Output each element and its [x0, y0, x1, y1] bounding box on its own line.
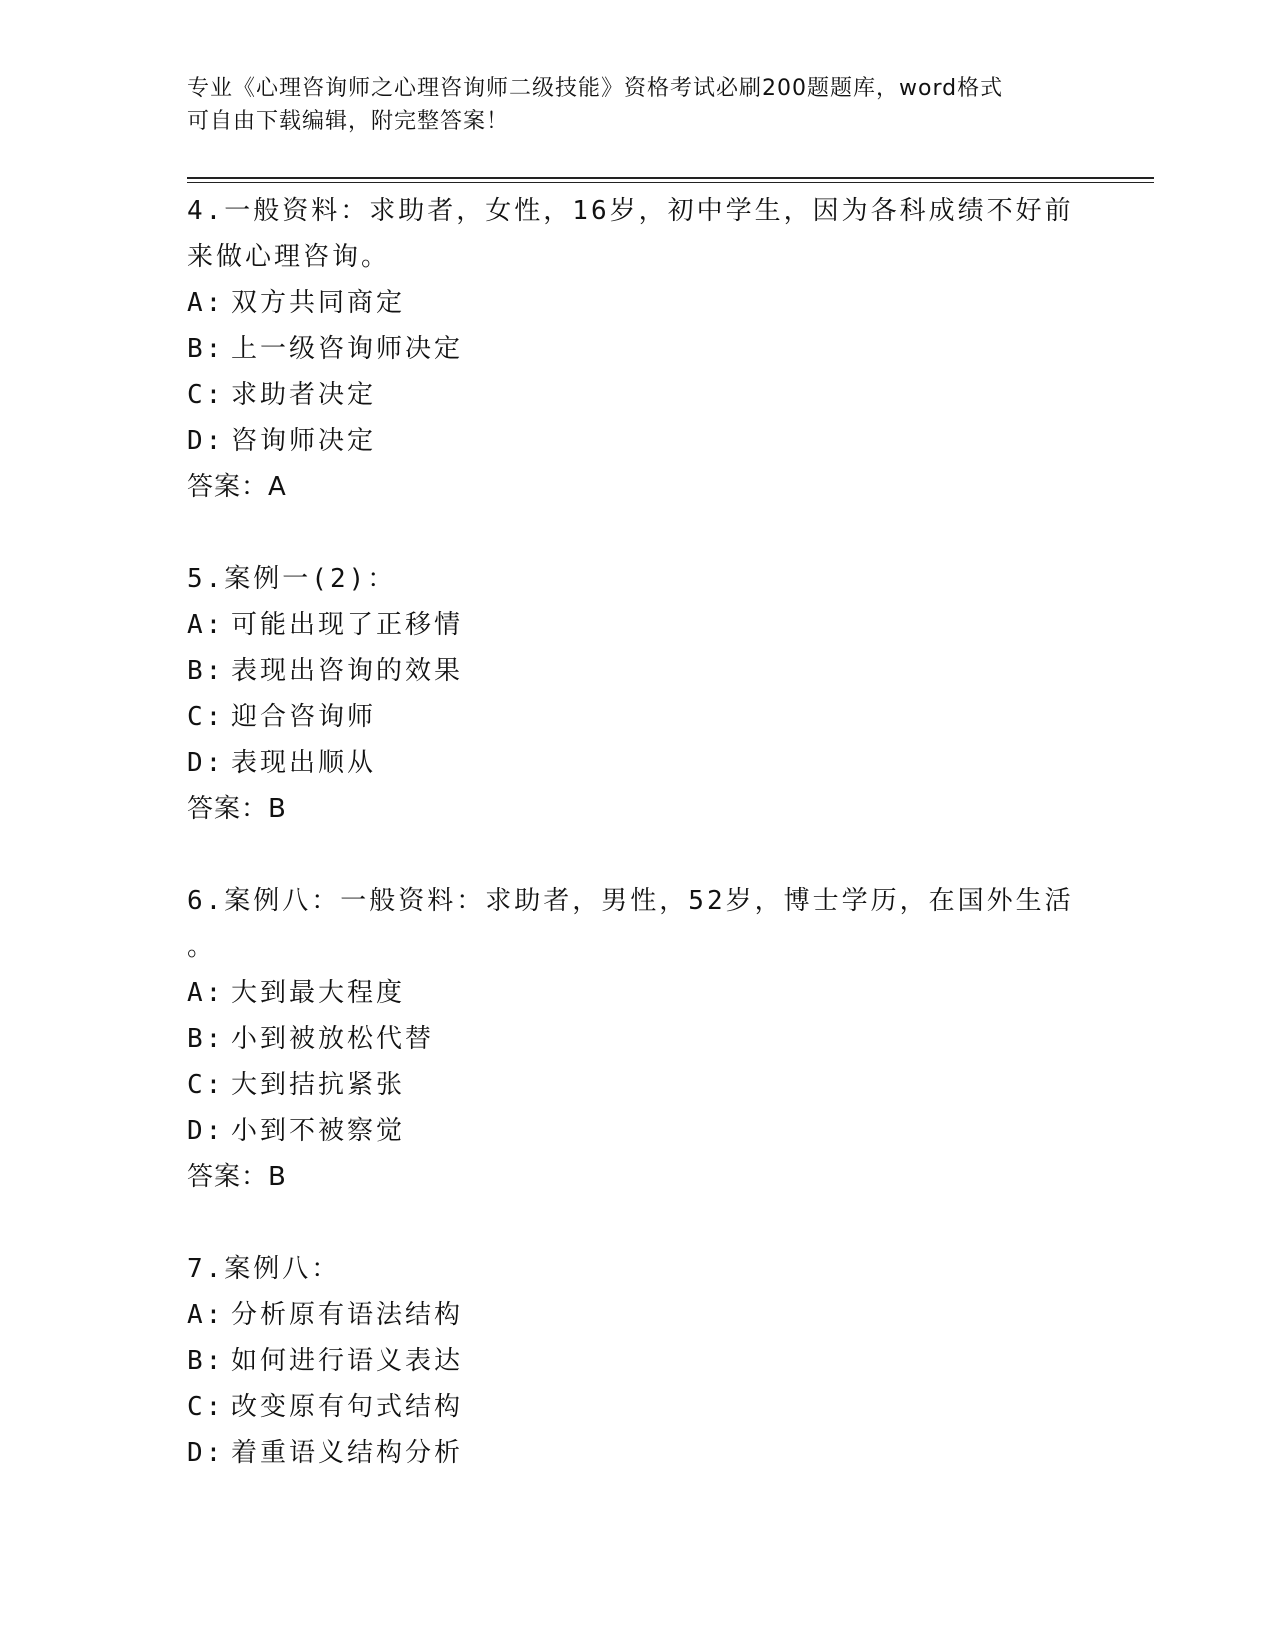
question-stem: 5.案例一(2)：	[187, 564, 397, 594]
spacer	[187, 832, 1067, 878]
option-text: 上一级咨询师决定	[231, 334, 464, 364]
option-a	[187, 970, 1067, 1016]
option-text: 小到不被察觉	[231, 1116, 406, 1146]
option-text: 大到最大程度	[231, 978, 406, 1008]
option-a	[187, 280, 1067, 326]
option-a	[187, 1292, 1067, 1338]
option-text: 求助者决定	[231, 380, 377, 410]
option-text: 分析原有语法结构	[231, 1300, 464, 1330]
question-stem: 7.案例八：	[187, 1254, 341, 1284]
option-d	[187, 740, 1067, 786]
option-text: 小到被放松代替	[231, 1024, 435, 1054]
option-text: 着重语义结构分析	[231, 1438, 464, 1468]
option-b	[187, 648, 1067, 694]
header-divider-thick	[187, 177, 1154, 179]
option-a	[187, 602, 1067, 648]
option-text: 改变原有句式结构	[231, 1392, 464, 1422]
spacer	[187, 510, 1067, 556]
option-c	[187, 1062, 1067, 1108]
question-stem-continued: 。	[187, 932, 217, 962]
option-d	[187, 418, 1067, 464]
option-text: 如何进行语义表达	[231, 1346, 464, 1376]
question-item	[187, 1246, 1067, 1476]
header-line-1: 专业《心理咨询师之心理咨询师二级技能》资格考试必刷200题题库，word格式	[187, 76, 1004, 101]
option-letter: C:	[187, 702, 225, 732]
option-c	[187, 694, 1067, 740]
spacer	[187, 1200, 1067, 1246]
option-letter: D:	[187, 748, 225, 778]
option-c	[187, 1384, 1067, 1430]
option-text: 可能出现了正移情	[231, 610, 464, 640]
option-text: 表现出顺从	[231, 748, 377, 778]
option-letter: C:	[187, 1070, 225, 1100]
question-item	[187, 878, 1074, 1200]
option-letter: A:	[187, 288, 225, 318]
option-text: 大到拮抗紧张	[231, 1070, 406, 1100]
option-b	[187, 1016, 1067, 1062]
question-item	[187, 188, 1074, 510]
question-stem: 4.一般资料：求助者，女性，16岁，初中学生，因为各科成绩不好前	[187, 196, 1074, 226]
answer-line: 答案：B	[187, 1162, 287, 1192]
question-list	[187, 188, 1074, 1476]
option-letter: A:	[187, 610, 225, 640]
option-letter: C:	[187, 1392, 225, 1422]
option-b	[187, 1338, 1067, 1384]
question-item	[187, 556, 1067, 832]
option-b	[187, 326, 1067, 372]
option-letter: B:	[187, 1024, 225, 1054]
option-d	[187, 1108, 1067, 1154]
question-stem-continued: 来做心理咨询。	[187, 242, 391, 272]
option-letter: C:	[187, 380, 225, 410]
option-letter: B:	[187, 1346, 225, 1376]
document-header	[187, 72, 1067, 138]
header-line-2: 可自由下载编辑，附完整答案！	[187, 109, 510, 134]
option-d	[187, 1430, 1067, 1476]
option-letter: A:	[187, 1300, 225, 1330]
option-letter: B:	[187, 656, 225, 686]
option-text: 表现出咨询的效果	[231, 656, 464, 686]
option-text: 咨询师决定	[231, 426, 377, 456]
answer-line: 答案：B	[187, 794, 287, 824]
option-letter: B:	[187, 334, 225, 364]
option-letter: D:	[187, 1116, 225, 1146]
option-letter: D:	[187, 1438, 225, 1468]
question-stem: 6.案例八：一般资料：求助者，男性，52岁，博士学历，在国外生活	[187, 886, 1074, 916]
option-text: 双方共同商定	[231, 288, 406, 318]
answer-line: 答案：A	[187, 472, 287, 502]
option-c	[187, 372, 1067, 418]
option-text: 迎合咨询师	[231, 702, 377, 732]
option-letter: A:	[187, 978, 225, 1008]
header-divider-thin	[187, 182, 1154, 183]
option-letter: D:	[187, 426, 225, 456]
